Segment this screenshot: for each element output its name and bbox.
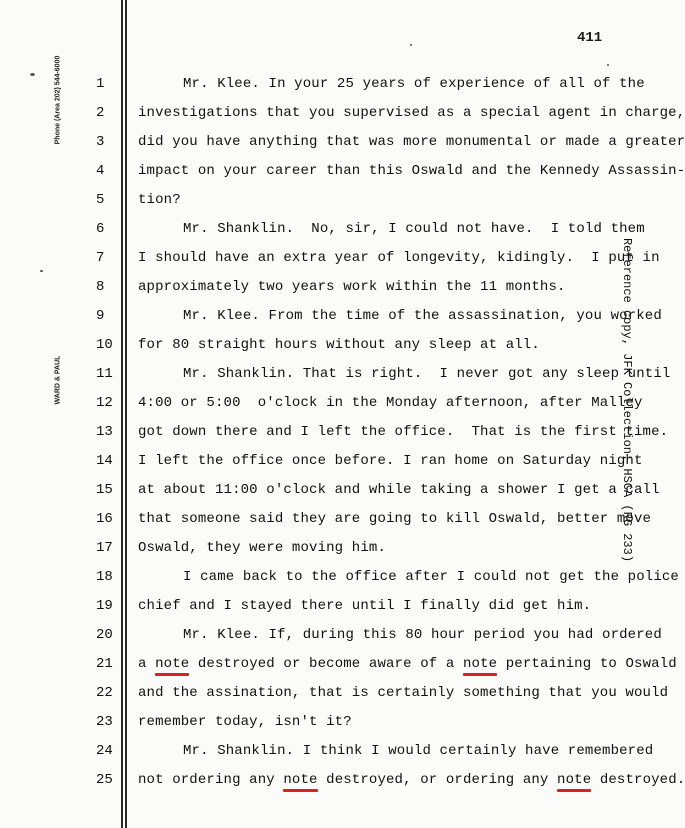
line-number: 7 (96, 250, 105, 266)
line-text: destroyed, or ordering any (317, 772, 558, 788)
line-text: pertaining to Oswald (497, 656, 677, 672)
transcript-line (138, 279, 566, 295)
line-text: investigations that you supervised as a special agent in charge, (138, 105, 685, 121)
line-number: 24 (96, 743, 113, 759)
transcript-line (138, 685, 668, 701)
line-text: I should have an extra year of longevity, kidingly. I put in (138, 250, 660, 266)
transcript-line (138, 453, 643, 469)
line-text: Mr. Klee. If, during this 80 hour period you had ordered (183, 627, 662, 643)
line-text: Oswald, they were moving him. (138, 540, 386, 556)
line-number: 22 (96, 685, 113, 701)
transcript-line (138, 337, 540, 353)
line-number: 18 (96, 569, 113, 585)
line-text: Mr. Shanklin. That is right. I never got any sleep until (183, 366, 671, 382)
scan-speck (40, 270, 43, 272)
scan-speck (607, 64, 609, 66)
firm-name: WARD & PAUL (54, 355, 62, 405)
line-number: 25 (96, 772, 113, 788)
scan-speck (410, 44, 412, 46)
line-number: 11 (96, 366, 113, 382)
highlighted-word: note (283, 772, 318, 788)
line-text: at about 11:00 o'clock and while taking a shower I get a call (138, 482, 660, 498)
line-number: 1 (96, 76, 105, 92)
line-text: impact on your career than this Oswald and the Kennedy Assassin- (138, 163, 685, 179)
transcript-line (183, 743, 653, 759)
line-number: 3 (96, 134, 105, 150)
transcript-line (138, 163, 685, 179)
line-number: 5 (96, 192, 105, 208)
line-text: Mr. Shanklin. I think I would certainly have remembered (183, 743, 654, 759)
line-number: 21 (96, 656, 113, 672)
transcript-line (183, 569, 679, 585)
line-number: 9 (96, 308, 105, 324)
line-text: that someone said they are going to kill Oswald, better move (138, 511, 652, 527)
transcript-line (138, 772, 685, 788)
highlighted-word: note (557, 772, 592, 788)
transcript-line (183, 221, 645, 237)
transcript-line (183, 76, 645, 92)
line-number: 13 (96, 424, 113, 440)
line-text: Mr. Klee. In your 25 years of experience of all of the (183, 76, 645, 92)
firm-phone: Phone (Area 202) 544-6000 (54, 55, 62, 145)
line-number: 16 (96, 511, 113, 527)
line-text: destroyed or become aware of a (189, 656, 463, 672)
line-number: 8 (96, 279, 105, 295)
line-number: 19 (96, 598, 113, 614)
highlighted-word: note (155, 656, 190, 672)
line-text: Mr. Klee. From the time of the assassination, you worked (183, 308, 662, 324)
line-number: 15 (96, 482, 113, 498)
line-text: remember today, isn't it? (138, 714, 352, 730)
transcript-line (138, 105, 685, 121)
transcript-line (138, 598, 591, 614)
line-text: I came back to the office after I could not get the police (183, 569, 679, 585)
line-number: 2 (96, 105, 105, 121)
line-text: did you have anything that was more monumental or made a greater (138, 134, 685, 150)
line-text: 4:00 or 5:00 o'clock in the Monday afternoon, after Malley (138, 395, 643, 411)
line-number: 10 (96, 337, 113, 353)
transcript-line (183, 308, 662, 324)
transcript-line (138, 424, 668, 440)
line-text: tion? (138, 192, 181, 208)
line-text: destroyed. (591, 772, 685, 788)
line-number: 12 (96, 395, 113, 411)
line-text: got down there and I left the office. That is the first time. (138, 424, 669, 440)
transcript-line (183, 366, 670, 382)
highlighted-word: note (462, 656, 498, 672)
transcript-line (138, 656, 677, 672)
transcript-line (138, 714, 352, 730)
scan-speck (30, 73, 35, 76)
line-number: 14 (96, 453, 113, 469)
transcript-line (138, 511, 651, 527)
transcript-line (138, 134, 685, 150)
line-number: 20 (96, 627, 113, 643)
transcript-line (183, 627, 662, 643)
transcript-line (138, 192, 181, 208)
transcript-line (138, 540, 386, 556)
line-text: a (138, 656, 156, 672)
line-number: 23 (96, 714, 113, 730)
line-text: chief and I stayed there until I finally did get him. (138, 598, 592, 614)
margin-rule (125, 0, 127, 828)
transcript-line (138, 250, 660, 266)
line-text: not ordering any (138, 772, 284, 788)
page-number: 411 (577, 30, 603, 46)
line-text: approximately two years work within the 11 months. (138, 279, 566, 295)
line-number: 6 (96, 221, 105, 237)
line-text: Mr. Shanklin. No, sir, I could not have. I told them (183, 221, 645, 237)
transcript-line (138, 482, 660, 498)
collection-reference: Reference copy, JFK Collection: HSCA (RG 233) (620, 237, 634, 563)
transcript-line (138, 395, 643, 411)
line-text: I left the office once before. I ran home on Saturday night (138, 453, 643, 469)
line-number: 4 (96, 163, 105, 179)
line-text: for 80 straight hours without any sleep at all. (138, 337, 540, 353)
line-number: 17 (96, 540, 113, 556)
line-text: and the assination, that is certainly something that you would (138, 685, 669, 701)
margin-rule (121, 0, 123, 828)
